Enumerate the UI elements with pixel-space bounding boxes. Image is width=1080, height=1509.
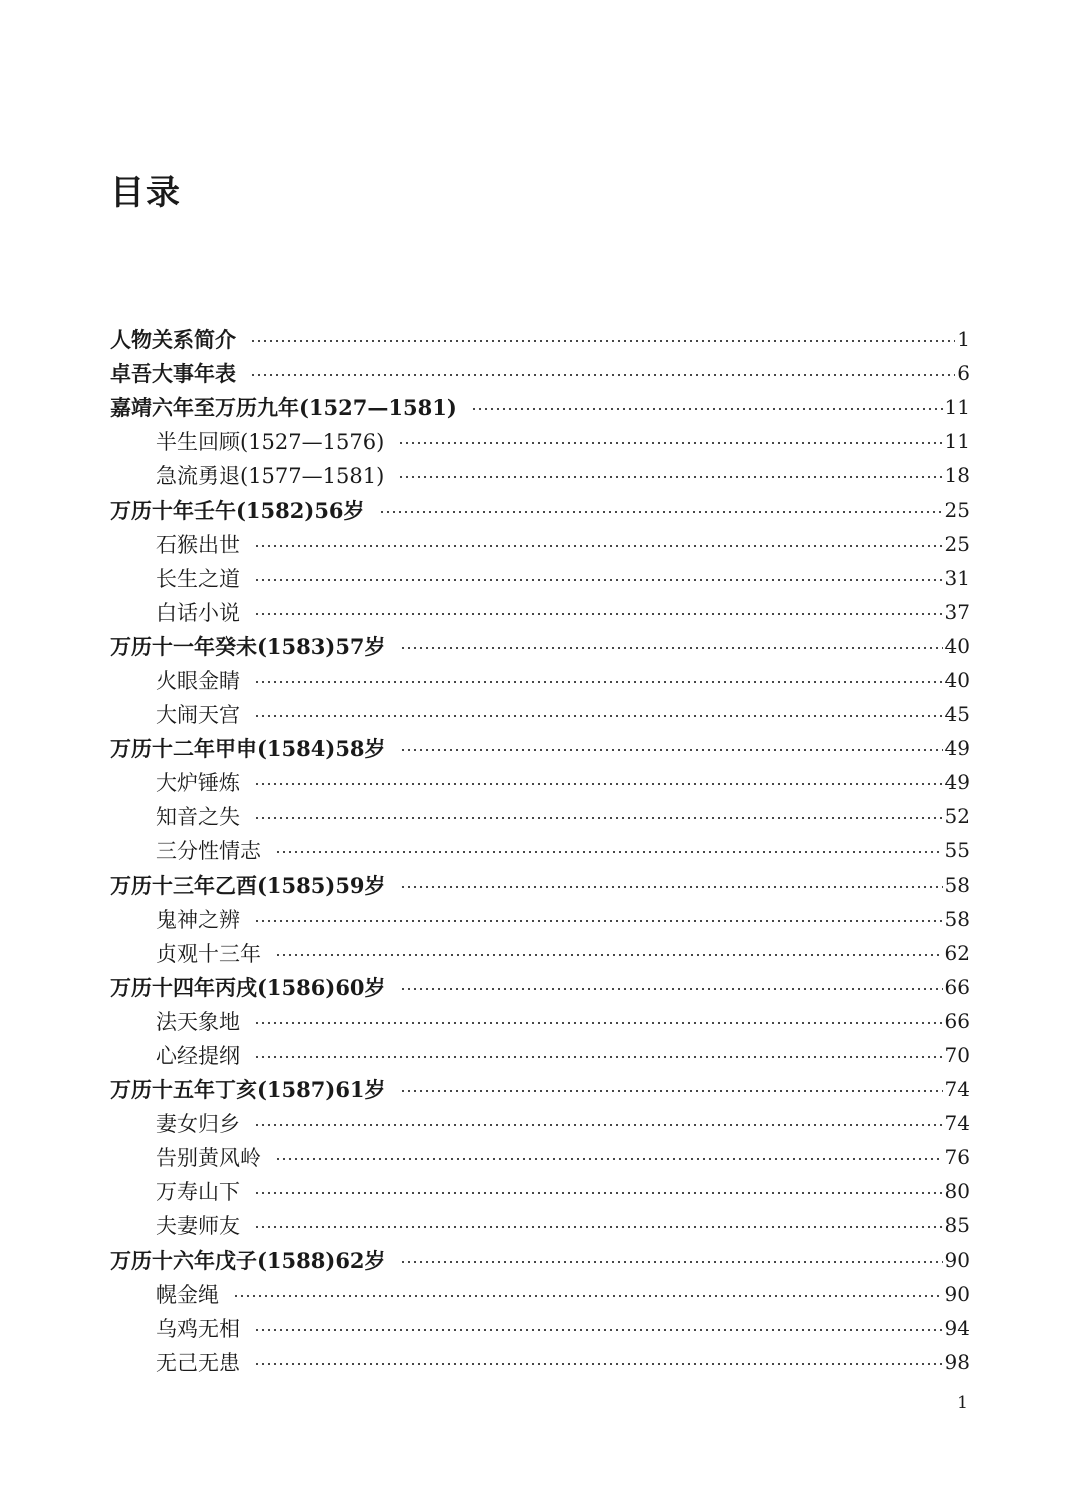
toc-entry-page-number: 11 [944,395,970,420]
toc-entry-page-number: 66 [944,974,970,999]
toc-chapter-entry[interactable] [110,970,970,1004]
dot-leader [254,613,943,615]
toc-chapter-entry[interactable] [110,629,970,663]
toc-entry-label: 白话小说 [156,600,240,625]
table-of-contents [110,322,970,1379]
toc-chapter-entry[interactable] [110,1072,970,1106]
toc-entry-label: 万历十三年乙酉(1585)59岁 [110,872,386,898]
toc-section-entry[interactable] [110,1208,970,1242]
toc-entry-page-number: 37 [944,599,970,624]
toc-entry-label: 知音之失 [156,805,240,830]
dot-leader [254,920,943,922]
toc-entry-label: 长生之道 [156,566,240,591]
dot-leader [254,1226,943,1228]
toc-entry-page-number: 31 [944,565,970,590]
toc-entry-page-number: 52 [944,804,970,829]
dot-leader [400,647,943,649]
toc-entry-label: 妻女归乡 [156,1112,240,1137]
toc-section-entry[interactable] [110,527,970,561]
toc-entry-page-number: 58 [944,906,970,931]
toc-entry-page-number: 6 [957,361,970,386]
toc-entry-page-number: 49 [944,770,970,795]
toc-entry-label: 人物关系简介 [110,327,236,353]
toc-entry-page-number: 58 [944,872,970,897]
dot-leader [254,1056,943,1058]
toc-entry-label: 万历十四年丙戌(1586)60岁 [110,974,386,1000]
dot-leader [254,783,943,785]
toc-entry-label: 贞观十三年 [156,941,261,966]
toc-entry-page-number: 74 [944,1077,970,1102]
toc-section-entry[interactable] [110,833,970,867]
dot-leader [379,511,943,513]
toc-entry-label: 大闹天宫 [156,703,240,728]
dot-leader [254,1022,943,1024]
toc-section-entry[interactable] [110,799,970,833]
toc-section-entry[interactable] [110,1140,970,1174]
toc-entry-page-number: 94 [944,1315,970,1340]
toc-entry-page-number: 90 [944,1281,970,1306]
toc-section-entry[interactable] [110,765,970,799]
dot-leader [254,545,943,547]
toc-section-entry[interactable] [110,697,970,731]
dot-leader [254,715,943,717]
toc-entry-page-number: 25 [944,497,970,522]
toc-section-entry[interactable] [110,561,970,595]
toc-entry-page-number: 80 [944,1179,970,1204]
toc-section-entry[interactable] [110,595,970,629]
toc-entry-page-number: 66 [944,1008,970,1033]
dot-leader [254,681,943,683]
toc-entry-page-number: 55 [944,838,970,863]
toc-chapter-entry[interactable] [110,731,970,765]
dot-leader [233,1295,943,1297]
toc-section-entry[interactable] [110,1345,970,1379]
page-number: 1 [957,1393,968,1413]
toc-entry-label: 石猴出世 [156,532,240,557]
dot-leader [254,1363,943,1365]
toc-section-entry[interactable] [110,1174,970,1208]
toc-entry-page-number: 45 [944,702,970,727]
dot-leader [254,1124,943,1126]
toc-entry-label: 幌金绳 [156,1282,219,1307]
toc-entry-label: 半生回顾(1527—1576) [156,430,385,455]
toc-entry-page-number: 40 [944,633,970,658]
toc-entry-label: 火眼金睛 [156,668,240,693]
toc-section-entry[interactable] [110,1277,970,1311]
dot-leader [400,1090,943,1092]
dot-leader [254,579,943,581]
toc-entry-page-number: 11 [944,429,970,454]
toc-entry-page-number: 74 [944,1111,970,1136]
dot-leader [400,749,943,751]
toc-entry-page-number: 70 [944,1043,970,1068]
toc-entry-label: 卓吾大事年表 [110,361,236,387]
toc-entry-label: 万历十二年甲申(1584)58岁 [110,736,386,762]
page-title: 目录 [110,173,182,213]
toc-chapter-entry[interactable] [110,868,970,902]
dot-leader [254,1329,943,1331]
toc-section-entry[interactable] [110,902,970,936]
toc-section-entry[interactable] [110,1004,970,1038]
toc-entry-page-number: 76 [944,1145,970,1170]
dot-leader [471,408,943,410]
dot-leader [254,1192,943,1194]
toc-chapter-entry[interactable] [110,356,970,390]
toc-section-entry[interactable] [110,1106,970,1140]
toc-entry-label: 告别黄风岭 [156,1146,261,1171]
toc-entry-label: 夫妻师友 [156,1214,240,1239]
toc-entry-label: 无己无患 [156,1350,240,1375]
toc-entry-label: 万历十五年丁亥(1587)61岁 [110,1077,386,1103]
toc-section-entry[interactable] [110,1311,970,1345]
toc-entry-label: 乌鸡无相 [156,1316,240,1341]
toc-entry-page-number: 49 [944,736,970,761]
toc-entry-page-number: 85 [944,1213,970,1238]
toc-chapter-entry[interactable] [110,322,970,356]
dot-leader [398,442,942,444]
dot-leader [398,476,942,478]
dot-leader [275,1158,943,1160]
toc-entry-label: 心经提纲 [156,1044,240,1069]
dot-leader [254,817,943,819]
toc-entry-label: 嘉靖六年至万历九年(1527—1581) [110,395,457,421]
toc-chapter-entry[interactable] [110,1243,970,1277]
toc-section-entry[interactable] [110,936,970,970]
toc-entry-page-number: 98 [944,1349,970,1374]
toc-chapter-entry[interactable] [110,492,970,526]
toc-section-entry[interactable] [110,663,970,697]
dot-leader [250,374,955,376]
dot-leader [250,340,955,342]
dot-leader [275,954,943,956]
dot-leader [400,1261,943,1263]
toc-entry-label: 万历十一年癸未(1583)57岁 [110,633,386,659]
toc-section-entry[interactable] [110,458,970,492]
toc-entry-page-number: 90 [944,1247,970,1272]
toc-entry-label: 万历十年壬午(1582)56岁 [110,497,365,523]
toc-entry-label: 大炉锤炼 [156,771,240,796]
toc-entry-label: 法天象地 [156,1009,240,1034]
toc-section-entry[interactable] [110,1038,970,1072]
dot-leader [400,988,943,990]
toc-entry-label: 急流勇退(1577—1581) [156,464,385,489]
toc-entry-page-number: 40 [944,667,970,692]
toc-section-entry[interactable] [110,424,970,458]
toc-entry-page-number: 62 [944,940,970,965]
toc-chapter-entry[interactable] [110,390,970,424]
toc-entry-label: 三分性情志 [156,839,261,864]
toc-entry-label: 万寿山下 [156,1180,240,1205]
toc-entry-page-number: 18 [944,463,970,488]
toc-entry-label: 鬼神之辨 [156,907,240,932]
toc-entry-page-number: 1 [957,327,970,352]
dot-leader [400,886,943,888]
toc-entry-label: 万历十六年戊子(1588)62岁 [110,1247,386,1273]
dot-leader [275,851,943,853]
toc-entry-page-number: 25 [944,531,970,556]
